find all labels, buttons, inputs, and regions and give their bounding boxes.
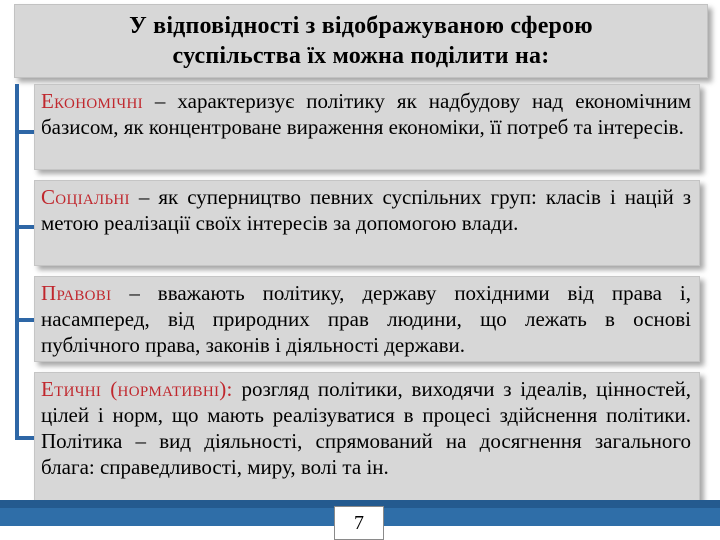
slide-title xyxy=(129,11,593,71)
item-legal-text: – вважають політику, державу похідними від права і, насамперед, від природних прав людини, що лежать в основі публічного права, законів і діяльності держави. xyxy=(41,281,691,357)
slide-title-box xyxy=(14,4,708,78)
item-economic-text: – характеризує політику як надбудову над економічним базисом, як концентроване вираження економіки, її потреб та інтересів. xyxy=(41,89,691,139)
item-legal xyxy=(34,276,700,362)
slide-title-line-2: суспільства їх можна поділити на: xyxy=(172,43,550,69)
item-ethical-text: розгляд політики, виходячи з ідеалів, цінностей, цілей і норм, що мають реалізуватися в процесі здійснення політики. Політика – вид діяльності, спрямований на досягнення загального блага: справедливості, миру, волі та ін. xyxy=(41,377,692,479)
item-economic-lead: Економічні xyxy=(41,89,143,113)
item-economic xyxy=(34,84,700,170)
list-bracket-line xyxy=(15,84,19,440)
slide-title-line-1: У відповідності з відображуваною сферою xyxy=(129,13,593,39)
page-number: 7 xyxy=(334,506,384,540)
item-ethical-lead: Етичні (нормативні): xyxy=(41,377,233,401)
item-social-lead: Соціальні xyxy=(41,185,130,209)
item-social xyxy=(34,180,700,266)
item-legal-lead: Правові xyxy=(41,281,112,305)
item-social-text: – як суперництво певних суспільних груп: класів і націй з метою реалізації своїх інтересів за допомогою влади. xyxy=(41,185,691,235)
item-ethical xyxy=(34,372,700,508)
